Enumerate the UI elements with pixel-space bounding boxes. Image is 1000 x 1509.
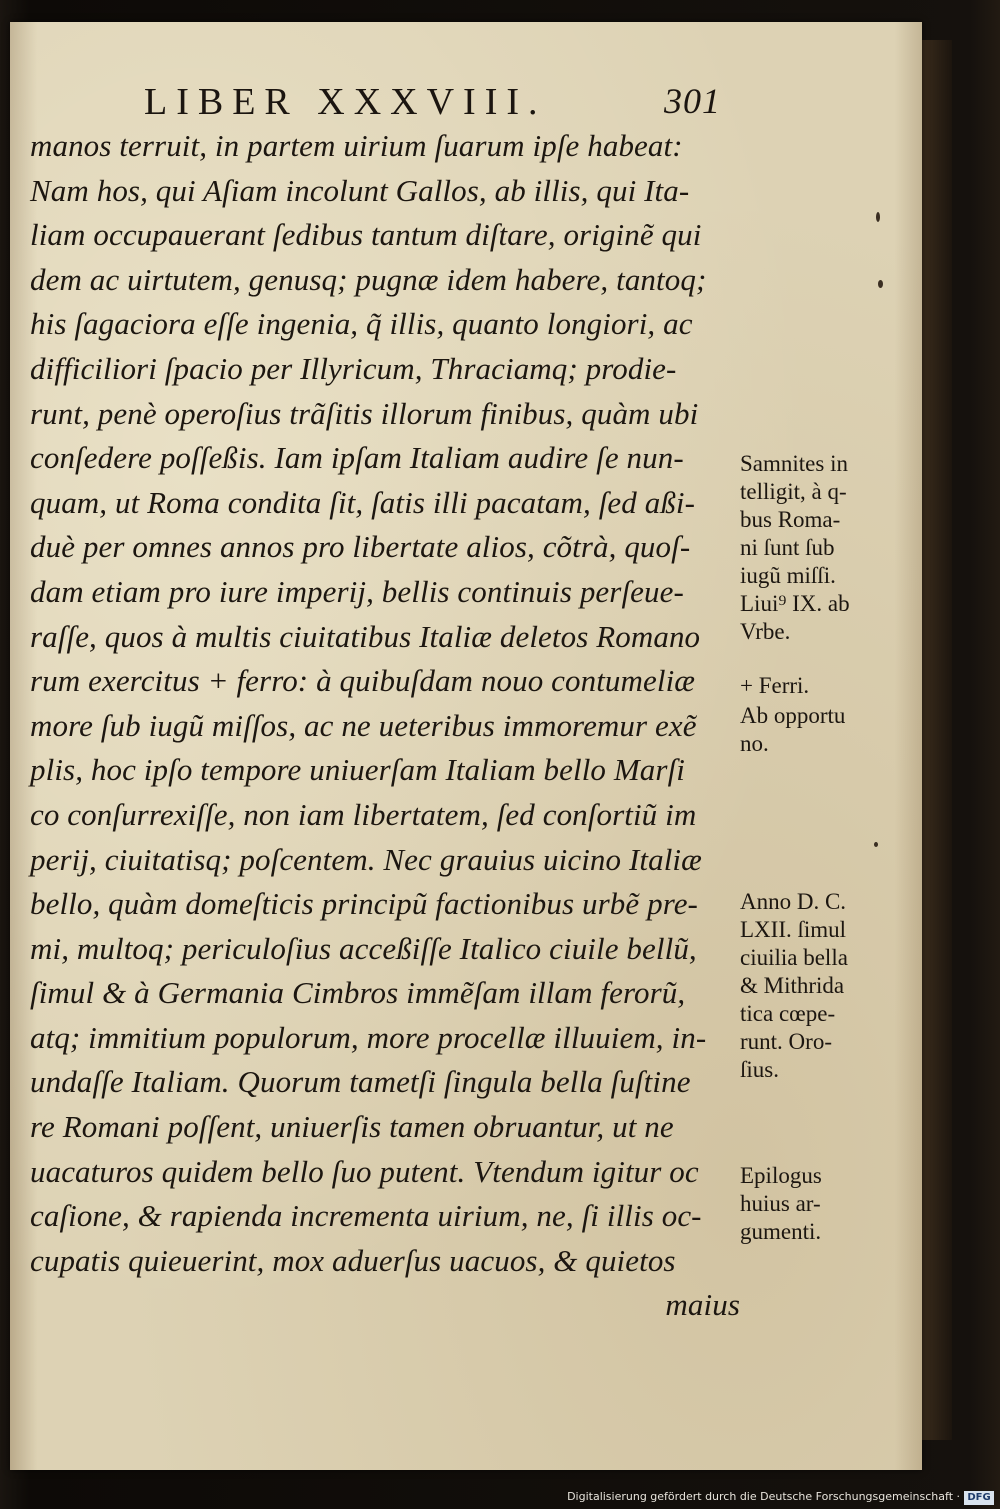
margin-note-line: Ab opportu xyxy=(740,703,846,728)
margin-note-line: Epilogus xyxy=(740,1163,822,1188)
margin-note xyxy=(740,450,850,646)
margin-note-line: ciuilia bella xyxy=(740,945,848,970)
margin-note-line: no. xyxy=(740,731,769,756)
text-line: co conſurrexiſſe, non iam libertatem, ſed conſortiũ im xyxy=(30,796,697,832)
running-head: LIBER XXXVIII. xyxy=(144,81,547,123)
text-line: difficiliori ſpacio per Illyricum, Thraciamq; prodie- xyxy=(30,350,677,386)
margin-note-line: bus Roma- xyxy=(740,507,841,532)
margin-note xyxy=(740,888,848,1084)
margin-note-line: + Ferri. xyxy=(740,673,810,698)
text-line: rum exercitus + ferro: à quibuſdam nouo contumeliæ xyxy=(30,663,696,699)
margin-note-line: & Mithrida xyxy=(740,973,845,998)
margin-note-line: LXII. ſimul xyxy=(740,917,847,942)
text-line: liam occupauerant ſedibus tantum diſtare, originẽ qui xyxy=(30,217,702,253)
main-text-block xyxy=(30,124,760,1328)
text-line: bello, quàm domeſticis principũ factionibus urbẽ pre- xyxy=(30,886,698,922)
text-line: his ſagaciora eſſe ingenia, q̃ illis, quanto longiori, ac xyxy=(30,306,693,342)
text-line: conſedere poſſeßis. Iam ipſam Italiam audire ſe nun- xyxy=(30,440,684,476)
margin-note-line: iugũ miſſi. xyxy=(740,563,836,588)
ink-speck xyxy=(874,842,878,847)
text-line: dem ac uirtutem, genusq; pugnæ idem habere, tantoq; xyxy=(30,261,707,297)
text-line: maius xyxy=(665,1287,740,1323)
ink-speck xyxy=(876,212,880,222)
text-line: ſimul & à Germania Cimbros immẽſam illam ferorũ, xyxy=(30,975,686,1011)
ink-speck xyxy=(878,280,883,288)
text-line: runt, penè operoſius trãſitis illorum finibus, quàm ubi xyxy=(30,395,699,431)
page-header xyxy=(144,80,724,124)
text-line: dam etiam pro iure imperij, bellis continuis perſeue- xyxy=(30,573,684,609)
book-fore-edge xyxy=(922,40,952,1440)
text-line: quam, ut Roma condita ſit, ſatis illi pacatam, ſed aßi- xyxy=(30,484,696,520)
margin-note-line: Vrbe. xyxy=(740,619,791,644)
margin-note xyxy=(740,702,845,758)
margin-note-line: runt. Oro- xyxy=(740,1029,832,1054)
margin-note-line: gumenti. xyxy=(740,1219,822,1244)
margin-note-line: huius ar- xyxy=(740,1191,821,1216)
text-line: duè per omnes annos pro libertate alios, cõtrà, quoſ- xyxy=(30,529,691,565)
text-line: cupatis quieuerint, mox aduerſus uacuos, & quietos xyxy=(30,1242,676,1278)
funding-credit: Digitalisierung gefördert durch die Deutsche Forschungsgemeinschaft · xyxy=(567,1490,960,1503)
text-line: caſione, & rapienda incrementa uirium, ne, ſi illis oc- xyxy=(30,1198,702,1234)
margin-note-line: Anno D. C. xyxy=(740,889,847,914)
text-line: manos terruit, in partem uirium ſuarum ipſe habeat: xyxy=(30,128,683,163)
text-line: more ſub iugũ miſſos, ac ne ueteribus immoremur exẽ xyxy=(30,707,697,743)
text-line: plis, hoc ipſo tempore uniuerſam Italiam bello Marſi xyxy=(30,752,685,788)
text-line: atq; immitium populorum, more procellæ illuuiem, in- xyxy=(30,1019,707,1055)
dfg-logo: DFG xyxy=(964,1491,994,1505)
margin-note-line: Liui⁹ IX. ab xyxy=(740,591,850,616)
folio-number: 301 xyxy=(664,81,721,121)
digitization-footer xyxy=(0,1488,1000,1509)
text-line: mi, multoq; periculoſius acceßiſſe Italico ciuile bellũ, xyxy=(30,930,697,966)
text-line: Nam hos, qui Aſiam incolunt Gallos, ab illis, qui Ita- xyxy=(30,172,690,208)
margin-note-line: ſius. xyxy=(740,1057,779,1082)
margin-note xyxy=(740,1162,822,1246)
text-line: uacaturos quidem bello ſuo putent. Vtendum igitur oc xyxy=(30,1153,699,1189)
text-line: perij, ciuitatisq; poſcentem. Nec grauius uicino Italiæ xyxy=(30,841,702,877)
text-line: re Romani poſſent, uniuerſis tamen obruantur, ut ne xyxy=(30,1109,674,1145)
text-line: undaſſe Italiam. Quorum tametſi ſingula bella ſuſtine xyxy=(30,1064,691,1100)
book-page xyxy=(10,22,922,1470)
margin-note xyxy=(740,672,809,700)
margin-note-line: Samnites in xyxy=(740,451,848,476)
text-line: raſſe, quos à multis ciuitatibus Italiæ deletos Romano xyxy=(30,618,701,654)
margin-note-line: ni ſunt ſub xyxy=(740,535,835,560)
margin-note-line: tica cœpe- xyxy=(740,1001,836,1026)
margin-note-line: telligit, à q- xyxy=(740,479,847,504)
